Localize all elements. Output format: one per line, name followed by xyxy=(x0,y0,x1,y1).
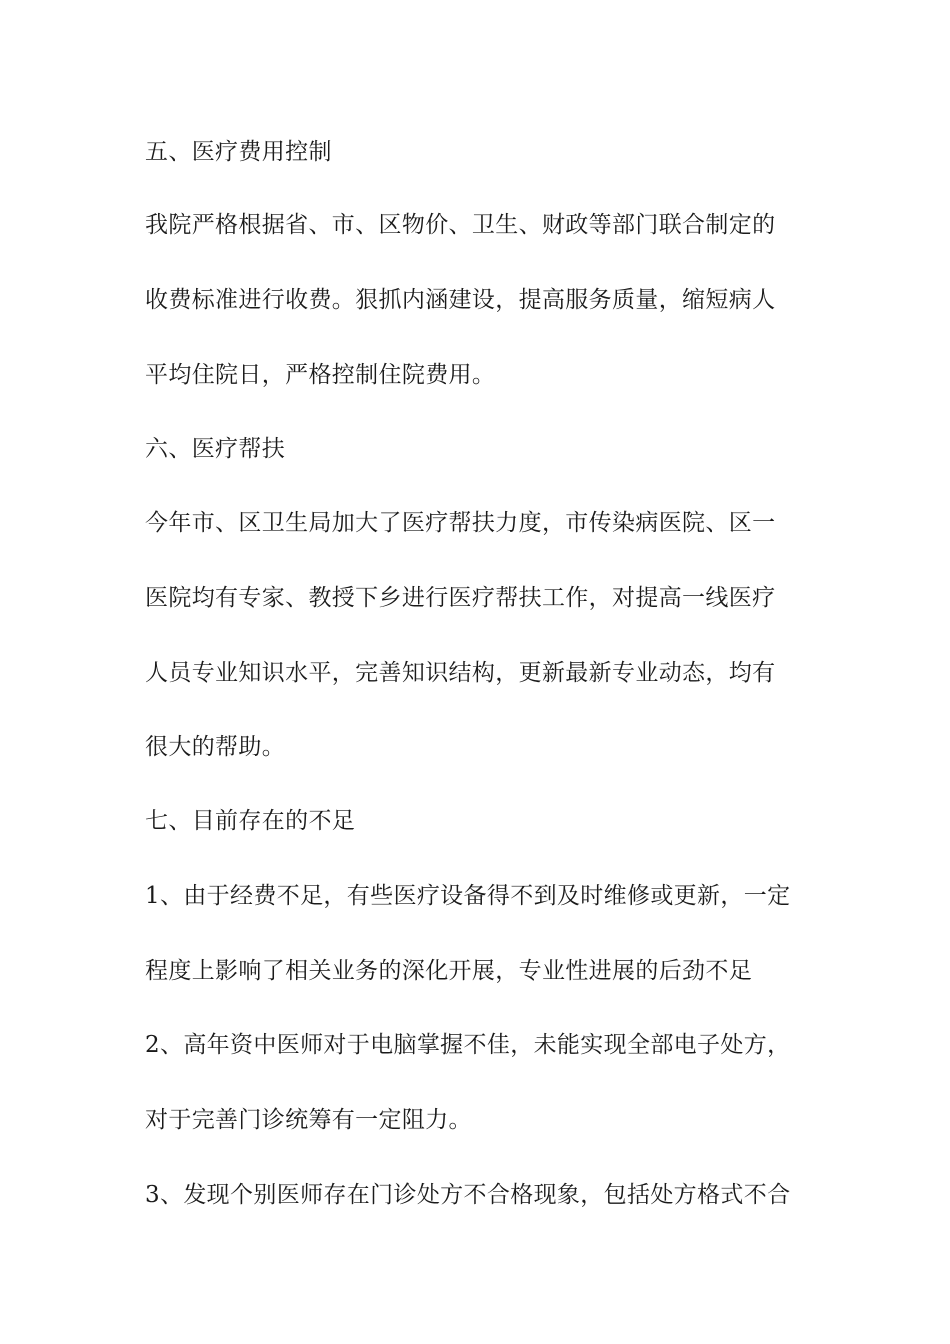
paragraph-line: 医院均有专家、教授下乡进行医疗帮扶工作，对提高一线医疗 xyxy=(145,585,776,611)
list-item-line: 2、高年资中医师对于电脑掌握不佳，未能实现全部电子处方， xyxy=(145,1032,791,1058)
paragraph-line: 我院严格根据省、市、区物价、卫生、财政等部门联合制定的 xyxy=(145,212,776,238)
list-item-line: 对于完善门诊统筹有一定阻力。 xyxy=(145,1107,472,1133)
section-heading-6: 六、医疗帮扶 xyxy=(145,436,286,462)
paragraph-line: 今年市、区卫生局加大了医疗帮扶力度，市传染病医院、区一 xyxy=(145,510,776,536)
list-item-line: 1、由于经费不足，有些医疗设备得不到及时维修或更新，一定 xyxy=(145,883,791,909)
list-item-line: 3、发现个别医师存在门诊处方不合格现象，包括处方格式不合 xyxy=(145,1182,791,1208)
section-heading-7: 七、目前存在的不足 xyxy=(145,808,356,834)
paragraph-line: 收费标准进行收费。狠抓内涵建设，提高服务质量，缩短病人 xyxy=(145,287,776,313)
paragraph-line: 平均住院日，严格控制住院费用。 xyxy=(145,362,496,388)
list-item-line: 程度上影响了相关业务的深化开展，专业性进展的后劲不足 xyxy=(145,958,753,984)
paragraph-line: 很大的帮助。 xyxy=(145,734,286,760)
paragraph-line: 人员专业知识水平，完善知识结构，更新最新专业动态，均有 xyxy=(145,660,776,686)
section-heading-5: 五、医疗费用控制 xyxy=(145,139,332,165)
